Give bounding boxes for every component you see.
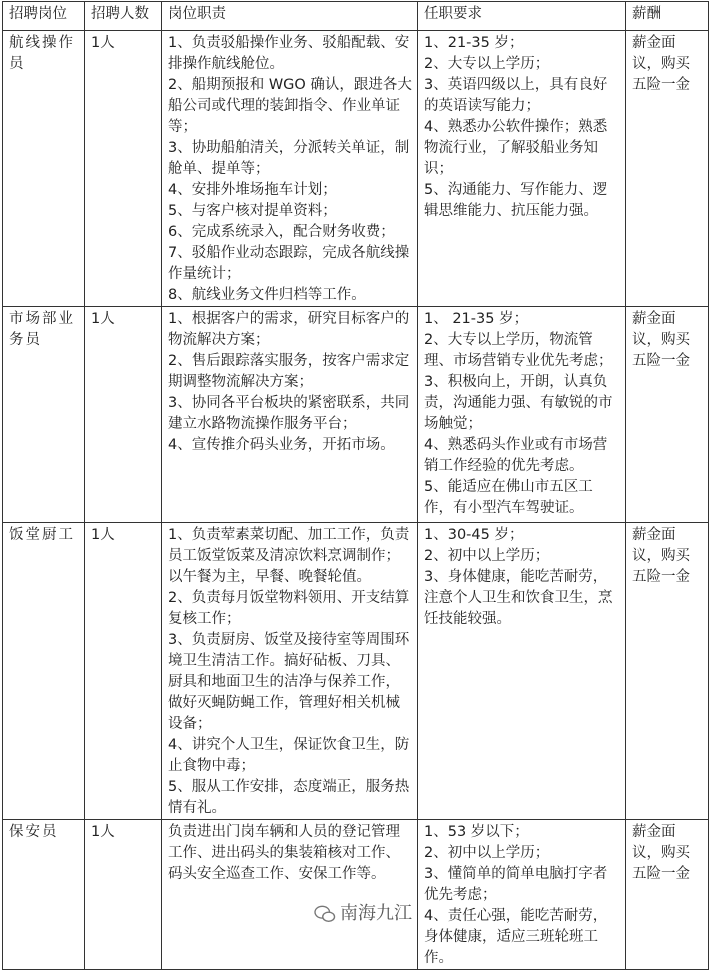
requirements-cell bbox=[418, 307, 626, 523]
duties-item: 1、负责荤素菜切配、加工工作，负责员工饭堂饭菜及清凉饮料烹调制作；以午餐为主，早餐、晚餐轮值。 bbox=[168, 527, 410, 585]
requirements-item: 5、能适应在佛山市五区工作，有小型汽车驾驶证。 bbox=[424, 479, 593, 516]
duties-item: 5、与客户核对提单资料； bbox=[168, 203, 337, 219]
requirements-item: 4、熟悉办公软件操作；熟悉物流行业，了解驳船业务知识； bbox=[424, 119, 608, 177]
position-cell: 市场部业务员 bbox=[3, 307, 85, 523]
count-cell: 1人 bbox=[85, 820, 162, 970]
duties-cell bbox=[162, 31, 418, 307]
requirements-item: 2、初中以上学历； bbox=[424, 548, 550, 564]
duties-item: 3、负责厨房、饭堂及接待室等周围环境卫生清洁工作。搞好砧板、刀具、厨具和地面卫生的洁净与保养工作，做好灭蝇防蝇工作，管理好相关机械设备； bbox=[168, 632, 410, 732]
requirements-item: 2、大专以上学历，物流管理、市场营销专业优先考虑； bbox=[424, 332, 613, 369]
watermark-text: 南海九江 bbox=[340, 903, 412, 924]
count-cell: 1人 bbox=[85, 523, 162, 820]
requirements-item: 1、21-35 岁； bbox=[424, 35, 524, 51]
requirements-item: 1、53 岁以下； bbox=[424, 824, 529, 840]
header-duties: 岗位职责 bbox=[162, 2, 418, 31]
duties-item: 5、服从工作安排，态度端正，服务热情有礼。 bbox=[168, 779, 410, 816]
header-row bbox=[3, 2, 709, 31]
header-salary: 薪酬 bbox=[626, 2, 709, 31]
position-cell: 饭堂厨工 bbox=[3, 523, 85, 820]
duties-item: 3、协同各平台板块的紧密联系，共同建立水路物流操作服务平台； bbox=[168, 395, 410, 432]
requirements-item: 3、身体健康，能吃苦耐劳，注意个人卫生和饮食卫生，烹饪技能较强。 bbox=[424, 569, 613, 627]
position-cell: 航线操作员 bbox=[3, 31, 85, 307]
requirements-item: 2、大专以上学历； bbox=[424, 56, 550, 72]
duties-item: 4、宣传推介码头业务，开拓市场。 bbox=[168, 437, 395, 453]
header-requirements: 任职要求 bbox=[418, 2, 626, 31]
recruitment-table bbox=[2, 1, 709, 970]
table-row bbox=[3, 820, 709, 970]
header-position: 招聘岗位 bbox=[3, 2, 85, 31]
salary-cell: 薪金面议，购买五险一金 bbox=[626, 31, 709, 307]
duties-item: 2、船期预报和 WGO 确认，跟进各大船公司或代理的装卸指令、作业单证等； bbox=[168, 77, 412, 135]
duties-item: 1、负责驳船操作业务、驳船配载、安排操作航线舱位。 bbox=[168, 35, 410, 72]
requirements-item: 3、懂简单的简单电脑打字者优先考虑； bbox=[424, 866, 608, 903]
requirements-item: 5、沟通能力、写作能力、逻辑思维能力、抗压能力强。 bbox=[424, 182, 608, 219]
salary-cell: 薪金面议，购买五险一金 bbox=[626, 523, 709, 820]
duties-item: 负责进出门岗车辆和人员的登记管理工作、进出码头的集装箱核对工作、码头安全巡查工作、安保工作等。 bbox=[168, 824, 400, 882]
duties-item: 4、安排外堆场拖车计划； bbox=[168, 182, 337, 198]
requirements-item: 4、熟悉码头作业或有市场营销工作经验的优先考虑。 bbox=[424, 437, 608, 474]
wechat-icon bbox=[314, 904, 336, 924]
duties-item: 6、完成系统录入，配合财务收费； bbox=[168, 224, 395, 240]
duties-cell bbox=[162, 820, 418, 970]
requirements-item: 2、初中以上学历； bbox=[424, 845, 550, 861]
header-count: 招聘人数 bbox=[85, 2, 162, 31]
duties-item: 3、协助船舶清关，分派转关单证，制舱单、提单等； bbox=[168, 140, 410, 177]
requirements-item: 1、30-45 岁； bbox=[424, 527, 524, 543]
table-row bbox=[3, 307, 709, 523]
count-cell: 1人 bbox=[85, 307, 162, 523]
requirements-item: 3、积极向上，开朗，认真负责，沟通能力强、有敏锐的市场触觉； bbox=[424, 374, 613, 432]
duties-item: 7、驳船作业动态跟踪，完成各航线操作量统计； bbox=[168, 245, 410, 282]
requirements-item: 4、责任心强，能吃苦耐劳，身体健康，适应三班轮班工作。 bbox=[424, 908, 608, 966]
duties-cell bbox=[162, 307, 418, 523]
salary-cell: 薪金面议，购买五险一金 bbox=[626, 820, 709, 970]
position-cell: 保安员 bbox=[3, 820, 85, 970]
requirements-cell bbox=[418, 31, 626, 307]
duties-item: 2、售后跟踪落实服务，按客户需求定期调整物流解决方案； bbox=[168, 353, 410, 390]
requirements-item: 3、英语四级以上，具有良好的英语读写能力； bbox=[424, 77, 608, 114]
duties-item: 1、根据客户的需求，研究目标客户的物流解决方案； bbox=[168, 311, 410, 348]
duties-item: 2、负责每月饭堂物料领用、开支结算复核工作； bbox=[168, 590, 410, 627]
requirements-item: 1、 21-35 岁； bbox=[424, 311, 529, 327]
duties-item: 4、讲究个人卫生，保证饮食卫生，防止食物中毒； bbox=[168, 737, 410, 774]
requirements-cell bbox=[418, 523, 626, 820]
table-row bbox=[3, 523, 709, 820]
table-row bbox=[3, 31, 709, 307]
duties-cell bbox=[162, 523, 418, 820]
watermark bbox=[168, 903, 412, 925]
requirements-cell bbox=[418, 820, 626, 970]
count-cell: 1人 bbox=[85, 31, 162, 307]
duties-item: 8、航线业务文件归档等工作。 bbox=[168, 287, 366, 303]
salary-cell: 薪金面议，购买五险一金 bbox=[626, 307, 709, 523]
